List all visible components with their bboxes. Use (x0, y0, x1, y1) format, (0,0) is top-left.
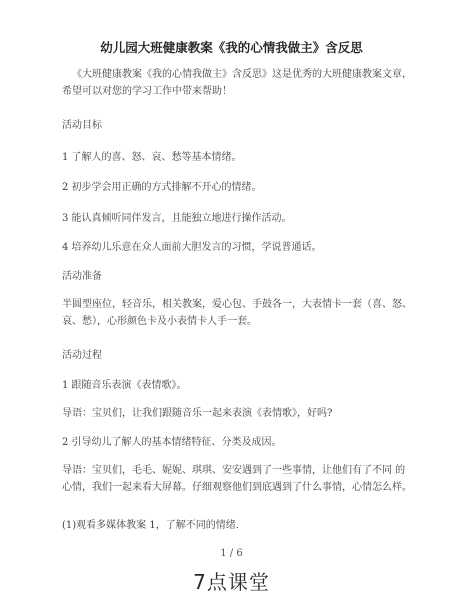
process-guide-1: 导语：宝贝们，让我们跟随音乐一起来表演《表情歌》，好吗? (62, 408, 333, 419)
site-watermark: 7点课堂 (193, 570, 270, 594)
goal-item-3: 3 能认真倾听同伴发言，且能独立地进行操作活动。 (62, 213, 292, 224)
prep-line-2: 哀、愁），心形颜色卡及小表情卡人手一套。 (62, 316, 257, 327)
intro-line-2: 希望可以对您的学习工作中带来帮助！ (62, 86, 232, 97)
prep-line-1: 半圆型座位，轻音乐，相关教案，爱心包、手鼓各一，大表情卡一套（喜、怒、 (62, 299, 412, 310)
process-step-1: 1 跟随音乐表演《表情歌》。 (62, 380, 187, 391)
process-heading: 活动过程 (62, 350, 102, 361)
prep-heading: 活动准备 (62, 271, 102, 282)
process-guide-2-line-1: 导语：宝贝们，毛毛、妮妮、琪琪、安安遇到了一些事情，让他们有了不同 的 (62, 465, 406, 476)
goal-item-4: 4 培养幼儿乐意在众人面前大胆发言的习惯，学说普通话。 (62, 242, 322, 253)
goals-heading: 活动目标 (62, 120, 102, 131)
prep-paragraph (62, 296, 422, 330)
document-title: 幼儿园大班健康教案《我的心情我做主》含反思 (100, 40, 363, 55)
intro-line-1: 《大班健康教案《我的心情我做主》含反思》这是优秀的大班健康教案文章， (72, 69, 412, 80)
goal-item-2: 2 初步学会用正确的方式排解不开心的情绪。 (62, 182, 262, 193)
process-guide-2 (62, 462, 422, 496)
intro-paragraph (62, 66, 422, 100)
process-guide-2-line-2: 心情，我们一起来看大屏幕。仔细观察他们到底遇到了什么事情，心情怎么样。 (62, 482, 412, 493)
process-step-2: 2 引导幼儿了解人的基本情绪特征、分类及成因。 (62, 437, 282, 448)
process-sub-step-1: (1)观看多媒体教案 1，了解不同的情绪． (62, 520, 246, 531)
page-indicator: 1 / 6 (220, 548, 243, 559)
goal-item-1: 1 了解人的喜、怒、哀、愁等基本情绪。 (62, 152, 242, 163)
